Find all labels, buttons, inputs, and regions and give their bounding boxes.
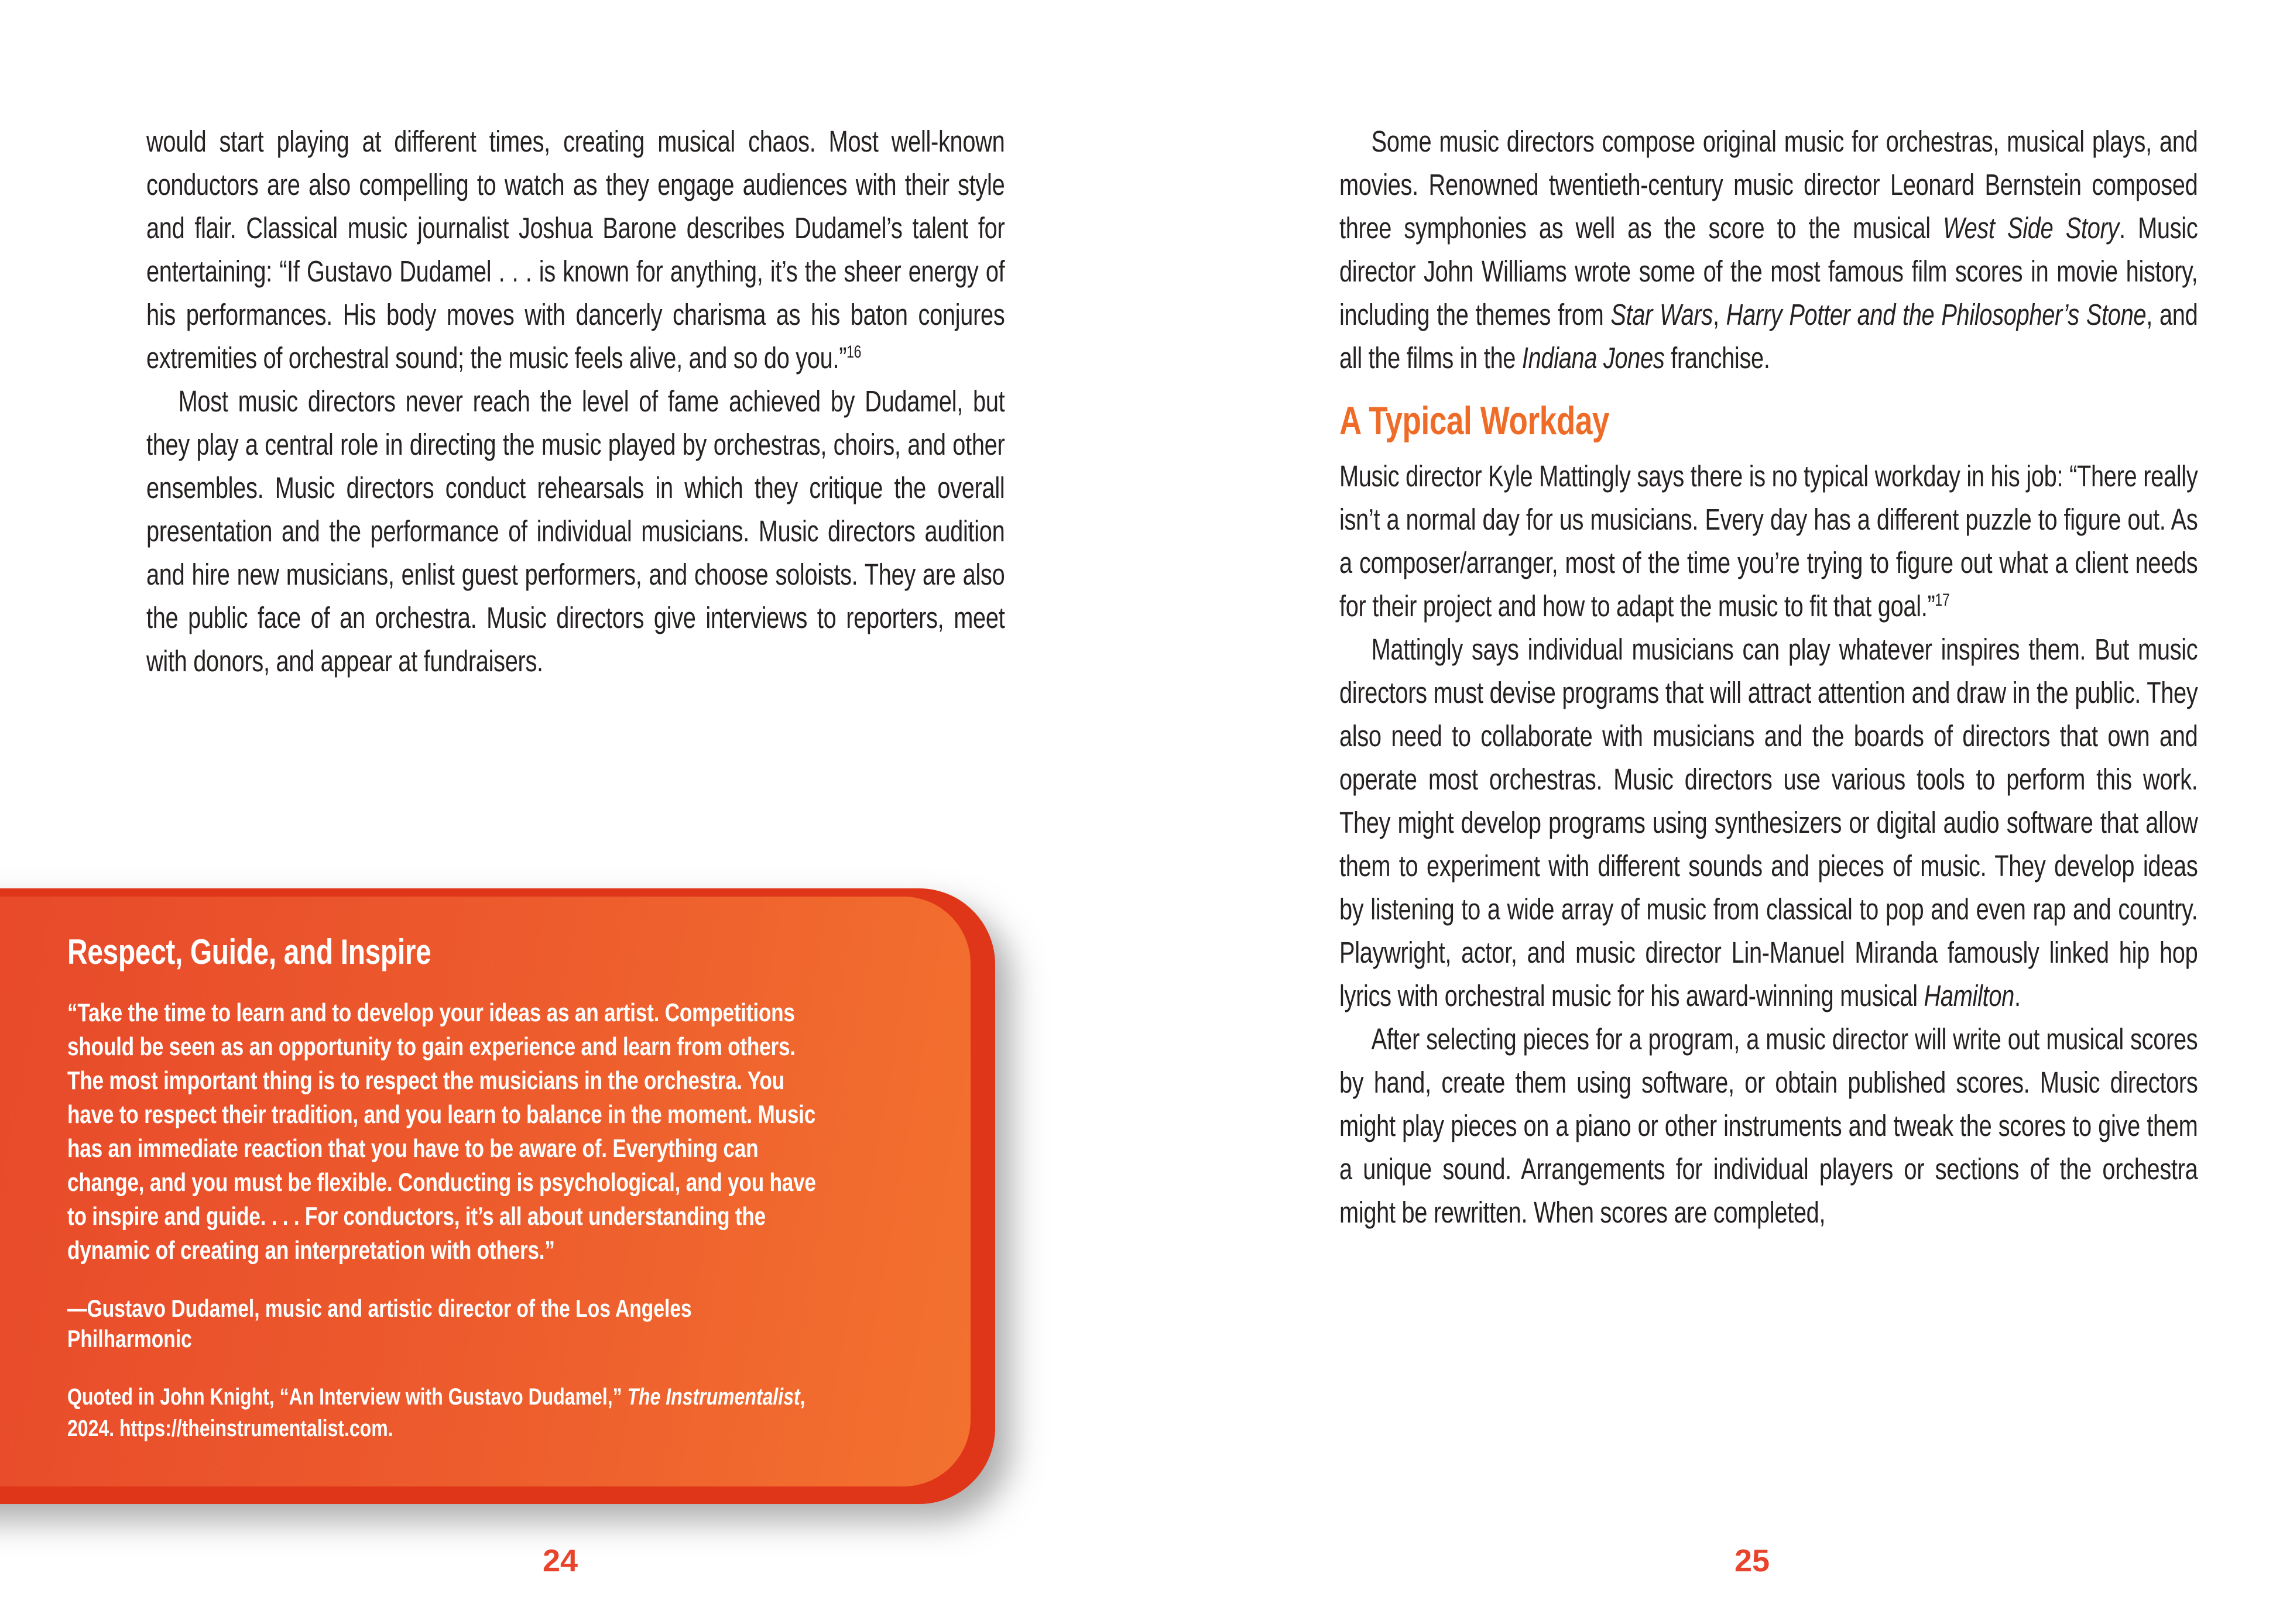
sidebar-attribution: —Gustavo Dudamel, music and artistic director of the Los Angeles Philharmonic <box>67 1295 692 1352</box>
page-24-body-text <box>146 120 1005 683</box>
paragraph: After selecting pieces for a program, a music director will write out musical scores by hand, create them using software, or obtain published scores. Music directors might play pieces on a piano or other instruments and tweak the scores to give them a unique sound. Arrangements for individual players or sections of the orchestra might be rewritten. When scores are completed, <box>1339 1022 2198 1229</box>
page-number-left: 24 <box>542 1543 578 1578</box>
page-number-right: 25 <box>1734 1543 1770 1578</box>
paragraph: Some music directors compose original music for orchestras, musical plays, and movies. Renowned twentieth-century music director Leonard Bernstein composed three symphonies as well as the score to the musical West Side Story. Music director John Williams wrote some of the most famous film scores in movie history, including the themes from Star Wars, Harry Potter and the Philosopher’s Stone, and all the films in the Indiana Jones franchise. <box>1339 125 2198 375</box>
paragraph: Most music directors never reach the level of fame achieved by Dudamel, but they play a central role in directing the music played by orchestras, choirs, and other ensembles. Music directors conduct rehearsals in which they critique the overall presentation and the performance of individual musicians. Music directors audition and hire new musicians, enlist guest performers, and choose soloists. They are also the public face of an orchestra. Music directors give interviews to reporters, meet with donors, and appear at fundraisers. <box>146 384 1005 678</box>
page-25-body-text <box>1339 120 2198 1234</box>
sidebar-quote-box <box>0 888 995 1504</box>
paragraph: Music director Kyle Mattingly says there is no typical workday in his job: “There really isn’t a normal day for us musicians. Every day has a different puzzle to figure out. As a composer/arranger, most of the time you’re trying to figure out what a client needs for their project and how to adapt the music to fit that goal.”$^{17}$ <box>1339 459 2198 623</box>
sidebar-quote-box-inner <box>0 897 971 1486</box>
sidebar-title: Respect, Guide, and Inspire <box>67 932 431 971</box>
paragraph: would start playing at different times, creating musical chaos. Most well-known conductors are also compelling to watch as they engage audiences with their style and flair. Classical music journalist Joshua Barone describes Dudamel’s talent for entertaining: “If Gustavo Dudamel . . . is known for anything, it’s the sheer energy of his performances. His body moves with dancerly charisma as his baton conjures extremities of orchestral sound; the music feels alive, and so do you.”$^{16}$ <box>146 125 1005 375</box>
sidebar-content <box>67 932 817 1444</box>
section-heading: A Typical Workday <box>1339 399 1610 443</box>
sidebar-source: Quoted in John Knight, “An Interview with Gustavo Dudamel,” The Instrumentalist, 2024. https://theinstrumentalist.com. <box>67 1384 805 1441</box>
paragraph: Mattingly says individual musicians can play whatever inspires them. But music directors must devise programs that will attract attention and draw in the public. They also need to collaborate with musicians and the boards of directors that own and operate most orchestras. Music directors use various tools to perform this work. They might develop programs using synthesizers or digital audio software that allow them to experiment with different sounds and pieces of music. They develop ideas by listening to a wide array of music from classical to pop and even rap and country. Playwright, actor, and music director Lin-Manuel Miranda famously linked hip hop lyrics with orchestral music for his award-winning musical Hamilton. <box>1339 633 2198 1012</box>
sidebar-quote: “Take the time to learn and to develop your ideas as an artist. Competitions should be seen as an opportunity to gain experience and learn from others. The most important thing is to respect the musicians in the orchestra. You have to respect their tradition, and you learn to balance in the moment. Music has an immediate reaction that you have to be aware of. Everything can change, and you must be flexible. Conducting is psychological, and you have to inspire and guide. . . . For conductors, it’s all about understanding the dynamic of creating an interpretation with others.” <box>67 998 816 1265</box>
